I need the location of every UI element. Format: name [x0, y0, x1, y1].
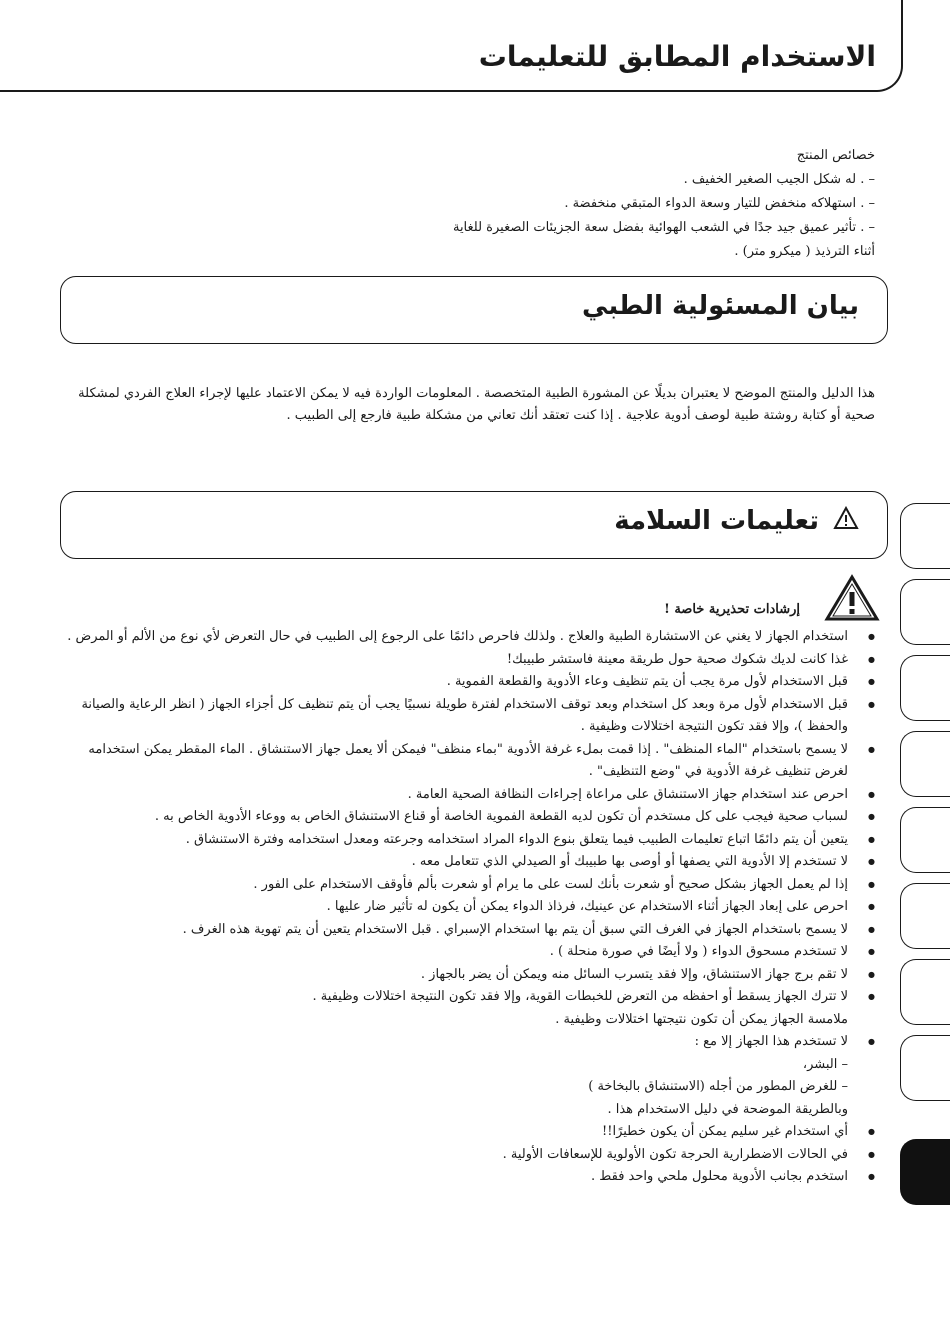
feature-line: – . له شكل الجيب الصغير الخفيف . — [683, 172, 875, 187]
list-item: ● لا يسمح باستخدام الجهاز في الغرف التي سبق أن يتم بها استخدام الإسبراي . قبل الاستخدام يتعين أن يتم تهوية هذه الغرف . — [55, 919, 875, 942]
warning-icon — [833, 506, 859, 537]
list-item: ملامسة الجهاز يمكن أن تكون نتيجتها اختلالات وظيفية . — [555, 1011, 848, 1027]
side-tab-3[interactable] — [900, 655, 950, 721]
list-item: ● يتعين أن يتم دائمًا اتباع تعليمات الطبيب فيما يتعلق بنوع الدواء المراد استخدامه وجرعته ومعدل استخدامه وفترة الاستنشاق . — [55, 829, 875, 852]
list-item: ● في الحالات الاضطرارية الحرجة تكون الأولوية للإسعافات الأولية . — [55, 1144, 875, 1167]
safety-title-wrap — [614, 506, 859, 537]
feature-line: أثناء الترذيذ ( ميكرو متر) . — [734, 244, 875, 259]
list-item: ● إذا لم يعمل الجهاز بشكل صحيح أو شعرت بأنك لست على ما يرام أو شعرت بألم فأوقف الاستخدام على الفور . — [55, 874, 875, 897]
list-item: ● لا تستخدم هذا الجهاز إلا مع : — [55, 1031, 875, 1054]
medical-section-header — [60, 276, 888, 344]
side-tab-8[interactable] — [900, 1035, 950, 1101]
safety-section-title: تعليمات السلامة — [614, 506, 819, 536]
list-item: ● استخدم بجانب الأدوية محلول ملحي واحد فقط . — [55, 1166, 875, 1189]
page-title: الاستخدام المطابق للتعليمات — [478, 40, 876, 73]
list-item: – البشر، — [802, 1056, 848, 1072]
warning-header — [620, 574, 880, 622]
warning-label: إرشادات تحذيرية خاصة ! — [664, 602, 800, 617]
list-item: – للغرض المطور من أجله (الاستنشاق بالبخاخة ) — [588, 1079, 848, 1094]
medical-section-title: بيان المسئولية الطبي — [582, 291, 859, 321]
list-item: ● لا تستخدم مسحوق الدواء ( ولا أيضًا في صورة منحلة ) . — [55, 941, 875, 964]
side-tab-6[interactable] — [900, 883, 950, 949]
list-item: ● استخدام الجهاز لا يغني عن الاستشارة الطبية والعلاج . ولذلك فاحرص دائمًا على الرجوع إلى الطبيب في حال التعرض لأي نوع من الألم أو المرض . — [55, 626, 875, 649]
safety-section-header — [60, 491, 888, 559]
list-item: ● قبل الاستخدام لأول مرة وبعد كل استخدام وبعد توقف الاستخدام لفترة طويلة نسبيًا يجب أن يتم تنظيف كل أجزاء الجهاز ( انظر الرعاية والصيانة والحفظ )، وإلا فقد تكون النتيجة اختلالات وظيفية . — [55, 694, 875, 739]
side-tab-7[interactable] — [900, 959, 950, 1025]
list-item: ● لسباب صحية فيجب على كل مستخدم أن تكون لديه القطعة الفموية الخاصة أو قناع الاستنشاق الخاص به ووعاء الأدوية الخاص به . — [55, 806, 875, 829]
list-item: ● أي استخدام غير سليم يمكن أن يكون خطيرًا!! — [55, 1121, 875, 1144]
list-item: ● قبل الاستخدام لأول مرة يجب أن يتم تنظيف وعاء الأدوية والقطعة الفموية . — [55, 671, 875, 694]
features-heading: خصائص المنتج — [796, 148, 875, 163]
list-item: ● غذا كانت لديك شكوك صحية حول طريقة معينة فاستشر طبيبك! — [55, 649, 875, 672]
feature-line: – . استهلاكه منخفض للتيار وسعة الدواء المتبقي منخفضة . — [564, 196, 875, 211]
side-tab-1[interactable] — [900, 503, 950, 569]
product-features — [235, 144, 875, 264]
feature-line: – . تأثير عميق جيد جدًا في الشعب الهوائية بفضل سعة الجزيئات الصغيرة للغاية — [452, 220, 875, 235]
list-item: ● لا تستخدم إلا الأدوية التي يصفها أو أوصى بها طبيبك أو الصيدلي الذي تتعامل معه . — [55, 851, 875, 874]
side-tab-active[interactable] — [900, 1139, 950, 1205]
side-tab-4[interactable] — [900, 731, 950, 797]
medical-disclaimer-text: هذا الدليل والمنتج الموضح لا يعتبران بديلًا عن المشورة الطبية المتخصصة . المعلومات الواردة فيه لا يمكن الاعتماد عليها لإجراء العلاج الفردي لمشكلة صحية أو كتابة روشتة طبية لوصف أدوية علاجية . إذا كنت تعتقد أنك تعاني من مشكلة طبية فارجع إلى الطبيب . — [78, 386, 875, 423]
safety-notes-list — [55, 626, 875, 1189]
list-item: ● لا تقم برج جهاز الاستنشاق، وإلا فقد يتسرب السائل منه ويمكن أن يضر بالجهاز . — [55, 964, 875, 987]
list-item: وبالطريقة الموضحة في دليل الاستخدام هذا . — [607, 1101, 848, 1117]
list-item: ● احرص عند استخدام جهاز الاستنشاق على مراعاة إجراءات النظافة الصحية العامة . — [55, 784, 875, 807]
list-item: ● لا يسمح باستخدام "الماء المنظف" . إذا قمت بملء غرفة الأدوية "بماء منظف" فيمكن ألا يعمل جهاز الاستنشاق . الماء المقطر يمكن استخدامه لغرض تنظيف غرفة الأدوية في "وضع التنظيف" . — [55, 739, 875, 784]
list-item: ● لا تترك الجهاز يسقط أو احفظه من التعرض للخبطات القوية، وإلا فقد تكون النتيجة اختلالات وظيفية . — [55, 986, 875, 1009]
warning-triangle-icon — [824, 574, 880, 626]
list-item: ● احرص على إبعاد الجهاز أثناء الاستخدام عن عينيك، فرذاذ الدواء يمكن أن يكون له تأثير ضار عليها . — [55, 896, 875, 919]
side-tab-5[interactable] — [900, 807, 950, 873]
side-tab-2[interactable] — [900, 579, 950, 645]
